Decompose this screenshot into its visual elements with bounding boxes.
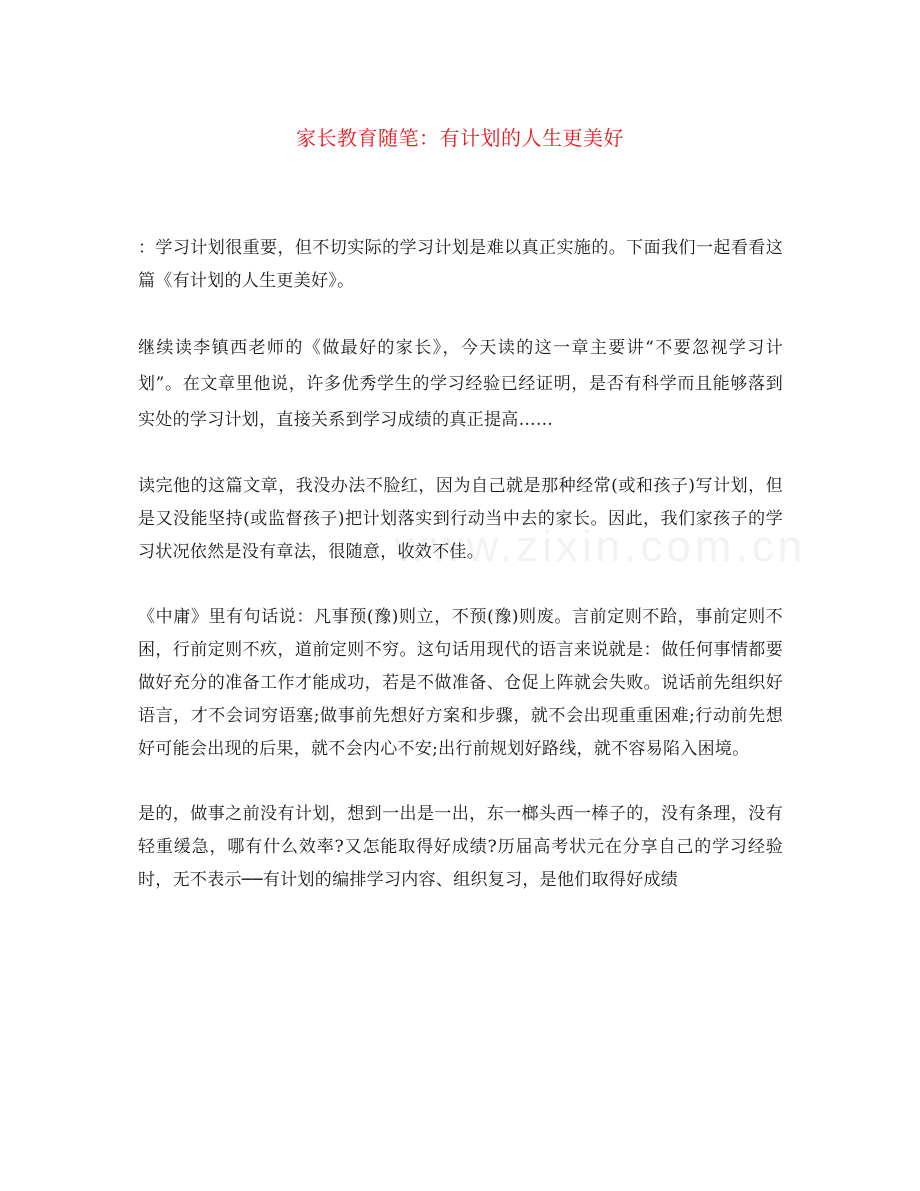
watermark: www.zixin.com.cn bbox=[395, 522, 807, 571]
paragraph-zhongyong: 《中庸》里有句话说：凡事预(豫)则立，不预(豫)则废。言前定则不跲，事前定则不困，行前定则不疚，道前定则不穷。这句话用现代的语言来说就是：做任何事情都要做好充分的准备工作才能成功，若是不做准备、仓促上阵就会失败。说话前先组织好语言，才不会词穷语塞;做事前先想好方案和步骤，就不会出现重重困难;行动前先想好可能会出现的后果，就不会内心不安;出行前规划好路线，就不容易陷入困境。 bbox=[138, 607, 783, 759]
paragraph-reflection: 读完他的这篇文章，我没办法不脸红，因为自己就是那种经常(或和孩子)写计划，但是又没能坚持(或监督孩子)把计划落实到行动当中去的家长。因此，我们家孩子的学习状况依然是没有章法，很随意，收效不佳。 bbox=[138, 476, 783, 562]
paragraph-reading: 继续读李镇西老师的《做最好的家长》，今天读的这一章主要讲“不要忽视学习计划”。在文章里他说，许多优秀学生的学习经验已经证明，是否有科学而且能够落到实处的学习计划，直接关系到学习成绩的真正提高…… bbox=[138, 338, 783, 430]
document-title: 家长教育随笔：有计划的人生更美好 bbox=[296, 126, 624, 150]
paragraph-conclusion: 是的，做事之前没有计划，想到一出是一出，东一榔头西一棒子的，没有条理，没有轻重缓急，哪有什么效率?又怎能取得好成绩?历届高考状元在分享自己的学习经验时，无不表示──有计划的编排学习内容、组织复习，是他们取得好成绩 bbox=[138, 804, 783, 890]
paragraph-intro: ：学习计划很重要，但不切实际的学习计划是难以真正实施的。下面我们一起看看这篇《有计划的人生更美好》。 bbox=[138, 238, 783, 291]
document-body bbox=[138, 232, 783, 929]
